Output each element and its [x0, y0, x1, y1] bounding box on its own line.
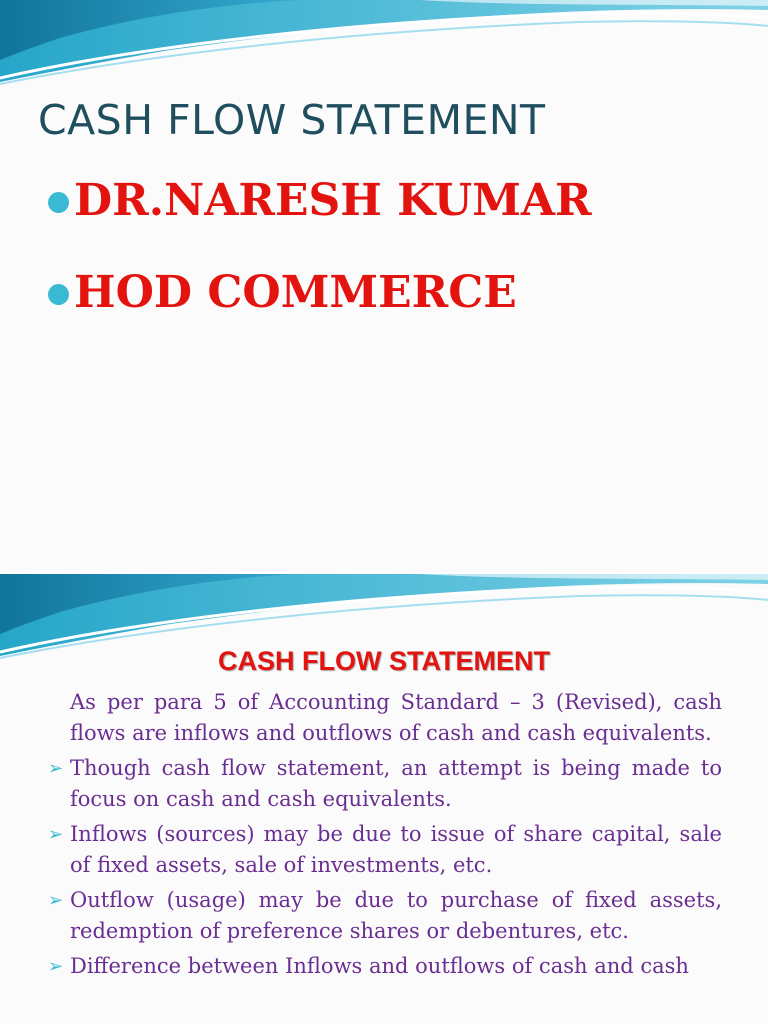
slide-body	[46, 687, 722, 986]
header-wave-decoration	[0, 0, 768, 90]
circle-bullet-icon	[48, 192, 69, 213]
list-item-text: Though cash flow statement, an attempt is being made to focus on cash and cash equivalents.	[70, 756, 722, 811]
list-item	[46, 885, 722, 947]
bullet-text: HOD COMMERCE	[74, 267, 517, 318]
list-item-text: Outflow (usage) may be due to purchase of fixed assets, redemption of preference shares or debentures, etc.	[70, 888, 722, 943]
slide-title: CASH FLOW STATEMENT	[218, 646, 550, 676]
list-item-text: Difference between Inflows and outflows of cash and cash	[70, 954, 689, 978]
arrow-bullet-icon: ➢	[48, 758, 64, 779]
intro-paragraph: As per para 5 of Accounting Standard – 3 (Revised), cash flows are inflows and outflows of cash and cash equivalents.	[70, 690, 722, 745]
list-item	[46, 951, 722, 982]
list-item-text: Inflows (sources) may be due to issue of share capital, sale of fixed assets, sale of investments, etc.	[70, 822, 722, 877]
arrow-bullet-icon: ➢	[48, 824, 64, 845]
bullet-list	[48, 170, 592, 354]
list-item	[46, 819, 722, 881]
bullet-item-department	[48, 262, 592, 354]
slide-2	[0, 574, 768, 1024]
arrow-bullet-icon: ➢	[48, 890, 64, 911]
bullet-text: DR.NARESH KUMAR	[74, 175, 592, 226]
slide-title: CASH FLOW STATEMENT	[38, 96, 546, 144]
bullet-item-author	[48, 170, 592, 262]
arrow-bullet-icon: ➢	[48, 956, 64, 977]
circle-bullet-icon	[48, 284, 69, 305]
list-item	[46, 753, 722, 815]
